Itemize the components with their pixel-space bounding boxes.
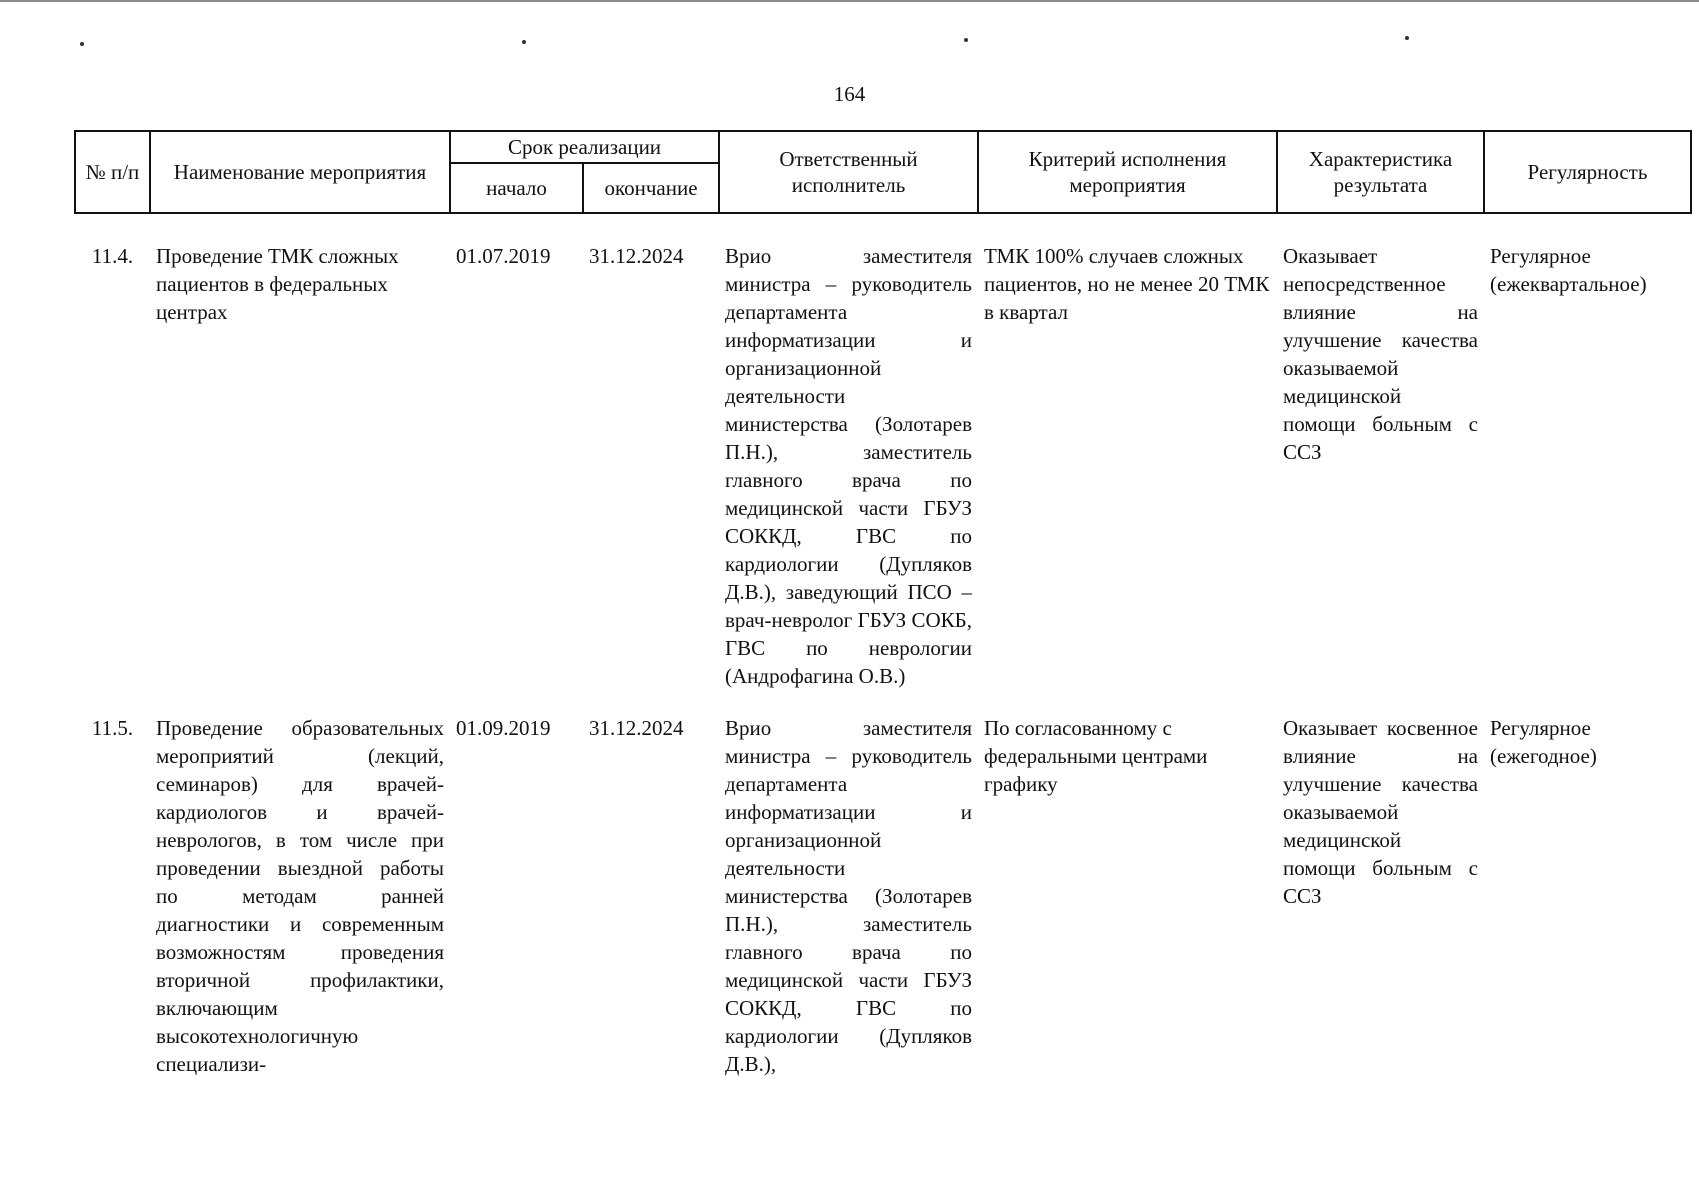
row-name: Проведение ТМК сложных пациентов в федеральных центрах	[156, 244, 399, 325]
row-end-date: 31.12.2024	[589, 716, 684, 741]
row-num: 11.5.	[91, 716, 134, 741]
row-criterion: ТМК 100% случаев сложных пациентов, но не менее 20 ТМК в квартал	[984, 244, 1270, 325]
page-number: 164	[833, 82, 866, 106]
row-responsible: Врио заместителя министра – руководитель департамента информатизации и организационной деятельности министерства (Золотарев П.Н.), заместитель главного врача по медицинской части ГБУЗ СОККД, ГВС по кардиологии (Дупляков Д.В.), заведующий ПСО – врач-невролог ГБУЗ СОКБ, ГВС по неврологии (Андрофагина О.В.)	[725, 244, 972, 689]
row-criterion: По согласованному с федеральными центрами графику	[984, 716, 1208, 797]
row-name: Проведение образовательных мероприятий (лекций, семинаров) для врачей-кардиологов и врачей-неврологов, в том числе при проведении выездной работы по методам ранней диагностики и современным возможностям проведения вторичной профилактики, включающим высокотехнологичную специализи-	[156, 716, 444, 1077]
table-row	[75, 242, 1691, 690]
scan-speck	[964, 38, 968, 42]
header-result: Характеристика результата	[1277, 131, 1484, 213]
row-start-date: 01.09.2019	[456, 716, 551, 741]
top-rule	[0, 0, 1699, 2]
header-name: Наименование мероприятия	[150, 131, 450, 213]
scan-speck	[522, 40, 526, 44]
row-num: 11.4.	[91, 244, 134, 269]
row-responsible: Врио заместителя министра – руководитель департамента информатизации и организационной деятельности министерства (Золотарев П.Н.), заместитель главного врача по медицинской части ГБУЗ СОККД, ГВС по кардиологии (Дупляков Д.В.),	[725, 716, 972, 1077]
action-plan-table	[74, 130, 1692, 1078]
header-num: № п/п	[75, 131, 150, 213]
table-row	[75, 714, 1691, 1078]
header-criterion: Критерий исполнения мероприятия	[978, 131, 1277, 213]
header-responsible: Ответственный исполнитель	[719, 131, 978, 213]
scan-speck	[80, 42, 84, 46]
header-regularity: Регулярность	[1484, 131, 1691, 213]
scan-speck	[1405, 36, 1409, 40]
row-result: Оказывает косвенное влияние на улучшение качества оказываемой медицинской помощи больным с ССЗ	[1283, 716, 1478, 909]
row-end-date: 31.12.2024	[589, 244, 684, 269]
row-result: Оказывает непосредственное влияние на улучшение качества оказываемой медицинской помощи больным с ССЗ	[1283, 244, 1478, 465]
header-start: начало	[450, 163, 583, 213]
row-regularity: Регулярное (ежегодное)	[1490, 716, 1597, 769]
row-regularity: Регулярное (ежеквартальное)	[1490, 244, 1647, 297]
header-period: Срок реализации	[450, 131, 719, 163]
header-end: окончание	[583, 163, 719, 213]
row-start-date: 01.07.2019	[456, 244, 551, 269]
